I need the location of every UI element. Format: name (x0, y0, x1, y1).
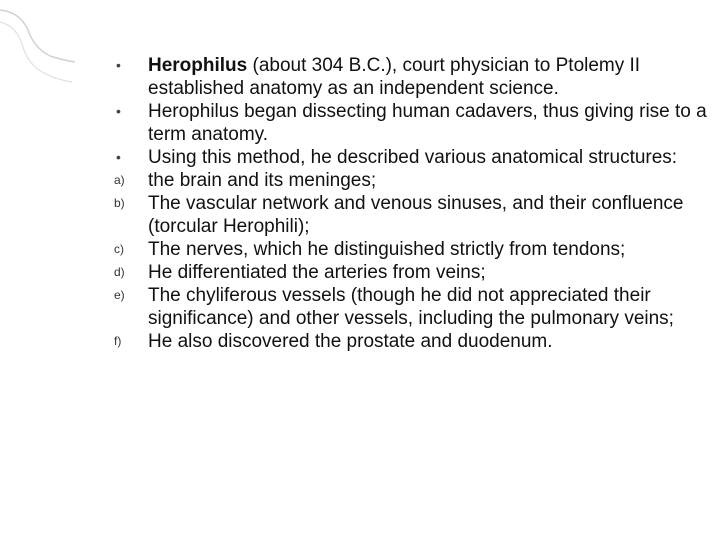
list-item (114, 330, 714, 353)
corner-decoration (0, 0, 80, 100)
bullet-list (114, 54, 714, 353)
item-body: He also discovered the prostate and duodenum. (148, 331, 553, 352)
list-item (114, 261, 714, 284)
item-body: Using this method, he described various anatomical structures: (148, 147, 678, 168)
item-body: He differentiated the arteries from veins; (148, 262, 486, 283)
list-item (114, 284, 714, 330)
list-item (114, 238, 714, 261)
list-item (114, 100, 714, 146)
bullet-marker: • (116, 57, 121, 73)
list-item (114, 192, 714, 238)
bullet-marker: • (116, 103, 121, 119)
bullet-marker: • (116, 149, 121, 165)
item-text (148, 55, 640, 99)
letter-marker: a) (114, 173, 125, 187)
item-body: (about 304 B.C.), court physician to Ptolemy II established anatomy as an independent science. (148, 55, 641, 99)
list-item (114, 146, 714, 169)
letter-marker: b) (114, 196, 125, 210)
item-body: Herophilus began dissecting human cadavers, thus giving rise to a term anatomy. (148, 101, 707, 145)
list-item (114, 169, 714, 192)
letter-marker: e) (114, 288, 125, 302)
letter-marker: f) (114, 334, 122, 348)
list-item (114, 54, 714, 100)
item-body: The chyliferous vessels (though he did not appreciated their significance) and other vessels, including the pulmonary veins; (148, 285, 674, 329)
letter-marker: d) (114, 265, 125, 279)
item-bold: Herophilus (148, 55, 248, 76)
item-body: the brain and its meninges; (148, 170, 377, 191)
item-body: The nerves, which he distinguished strictly from tendons; (148, 239, 626, 260)
item-body: The vascular network and venous sinuses, and their confluence (torcular Herophili); (148, 193, 684, 237)
letter-marker: c) (114, 242, 124, 256)
